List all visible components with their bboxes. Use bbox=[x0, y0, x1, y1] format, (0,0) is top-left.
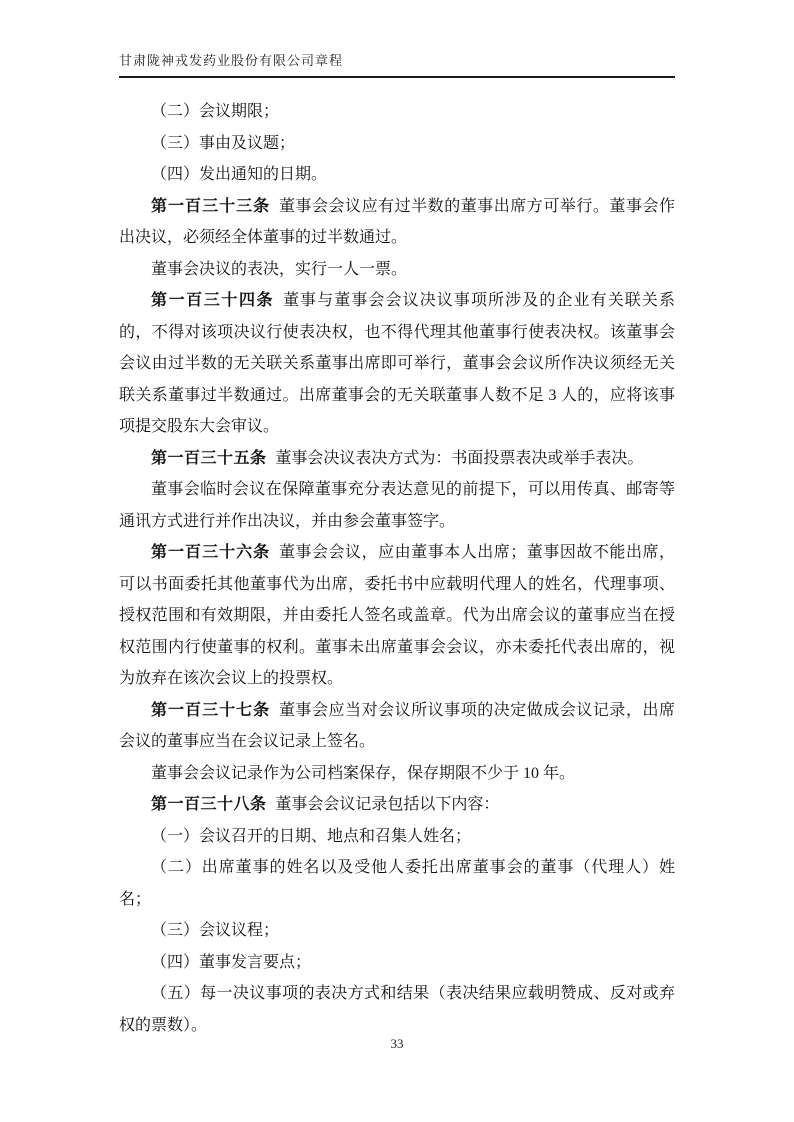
paragraph bbox=[119, 254, 675, 286]
paragraph-text: （二）会议期限； bbox=[151, 103, 280, 120]
paragraph-text: （二）出席董事的姓名以及受他人委托出席董事会的董事（代理人）姓名； bbox=[119, 859, 675, 908]
paragraph bbox=[119, 758, 675, 790]
paragraph bbox=[119, 695, 675, 758]
paragraph-text: 董事会会议记录包括以下内容： bbox=[275, 796, 500, 813]
paragraph-text: 董事会决议的表决，实行一人一票。 bbox=[151, 260, 408, 278]
paragraph bbox=[119, 159, 675, 191]
paragraph-text: 董事会临时会议在保障董事充分表达意见的前提下，可以用传真、邮寄等通讯方式进行并作出决议，并由参会董事签字。 bbox=[119, 481, 675, 530]
paragraph-text: 董事会应当对会议所议事项的决定做成会议记录，出席会议的董事应当在会议记录上签名。 bbox=[119, 701, 675, 750]
paragraph bbox=[119, 789, 675, 821]
paragraph-text: （四）董事发言要点； bbox=[151, 953, 312, 971]
document-body bbox=[119, 96, 675, 1041]
article-number: 第一百三十八条 bbox=[151, 796, 267, 813]
paragraph bbox=[119, 443, 675, 475]
paragraph bbox=[119, 821, 675, 853]
paragraph bbox=[119, 852, 675, 915]
paragraph bbox=[119, 915, 675, 947]
paragraph bbox=[119, 191, 675, 254]
article-number: 第一百三十六条 bbox=[151, 544, 271, 561]
page-number: 33 bbox=[390, 1036, 404, 1051]
paragraph bbox=[119, 474, 675, 537]
paragraph-text: 董事会会议应有过半数的董事出席方可举行。董事会作出决议，必须经全体董事的过半数通过。 bbox=[119, 197, 675, 246]
paragraph-text: （五）每一决议事项的表决方式和结果（表决结果应载明赞成、反对或弃权的票数）。 bbox=[119, 985, 675, 1034]
paragraph bbox=[119, 537, 675, 695]
paragraph-text: 董事会会议记录作为公司档案保存，保存期限不少于 10 年。 bbox=[151, 764, 576, 782]
page-header-title: 甘肃陇神戎发药业股份有限公司章程 bbox=[119, 50, 675, 78]
paragraph bbox=[119, 978, 675, 1041]
article-number: 第一百三十五条 bbox=[151, 449, 267, 467]
paragraph-text: 董事会决议表决方式为：书面投票表决或举手表决。 bbox=[275, 449, 644, 467]
paragraph-text: 董事与董事会会议决议事项所涉及的企业有关联关系的，不得对该项决议行使表决权，也不得代理其他董事行使表决权。该董事会会议由过半数的无关联关系董事出席即可举行，董事会会议所作决议须经无关联关系董事过半数通过。出席董事会的无关联董事人数不足 3 人的，应将该事项提交股东大会审议。 bbox=[119, 292, 675, 435]
article-number: 第一百三十三条 bbox=[151, 197, 271, 215]
paragraph-text: （一）会议召开的日期、地点和召集人姓名； bbox=[151, 827, 472, 845]
article-number: 第一百三十七条 bbox=[151, 701, 271, 719]
paragraph bbox=[119, 128, 675, 160]
paragraph bbox=[119, 285, 675, 443]
article-number: 第一百三十四条 bbox=[151, 292, 275, 309]
paragraph-text: （三）事由及议题； bbox=[151, 134, 296, 152]
paragraph bbox=[119, 96, 675, 128]
paragraph bbox=[119, 947, 675, 979]
paragraph-text: （三）会议议程； bbox=[151, 922, 280, 939]
paragraph-text: （四）发出通知的日期。 bbox=[151, 166, 328, 183]
paragraph-text: 董事会会议，应由董事本人出席；董事因故不能出席，可以书面委托其他董事代为出席，委托书中应载明代理人的姓名，代理事项、授权范围和有效期限，并由委托人签名或盖章。代为出席会议的董事应当在授权范围内行使董事的权利。董事未出席董事会会议，亦未委托代表出席的，视为放弃在该次会议上的投票权。 bbox=[119, 544, 675, 687]
